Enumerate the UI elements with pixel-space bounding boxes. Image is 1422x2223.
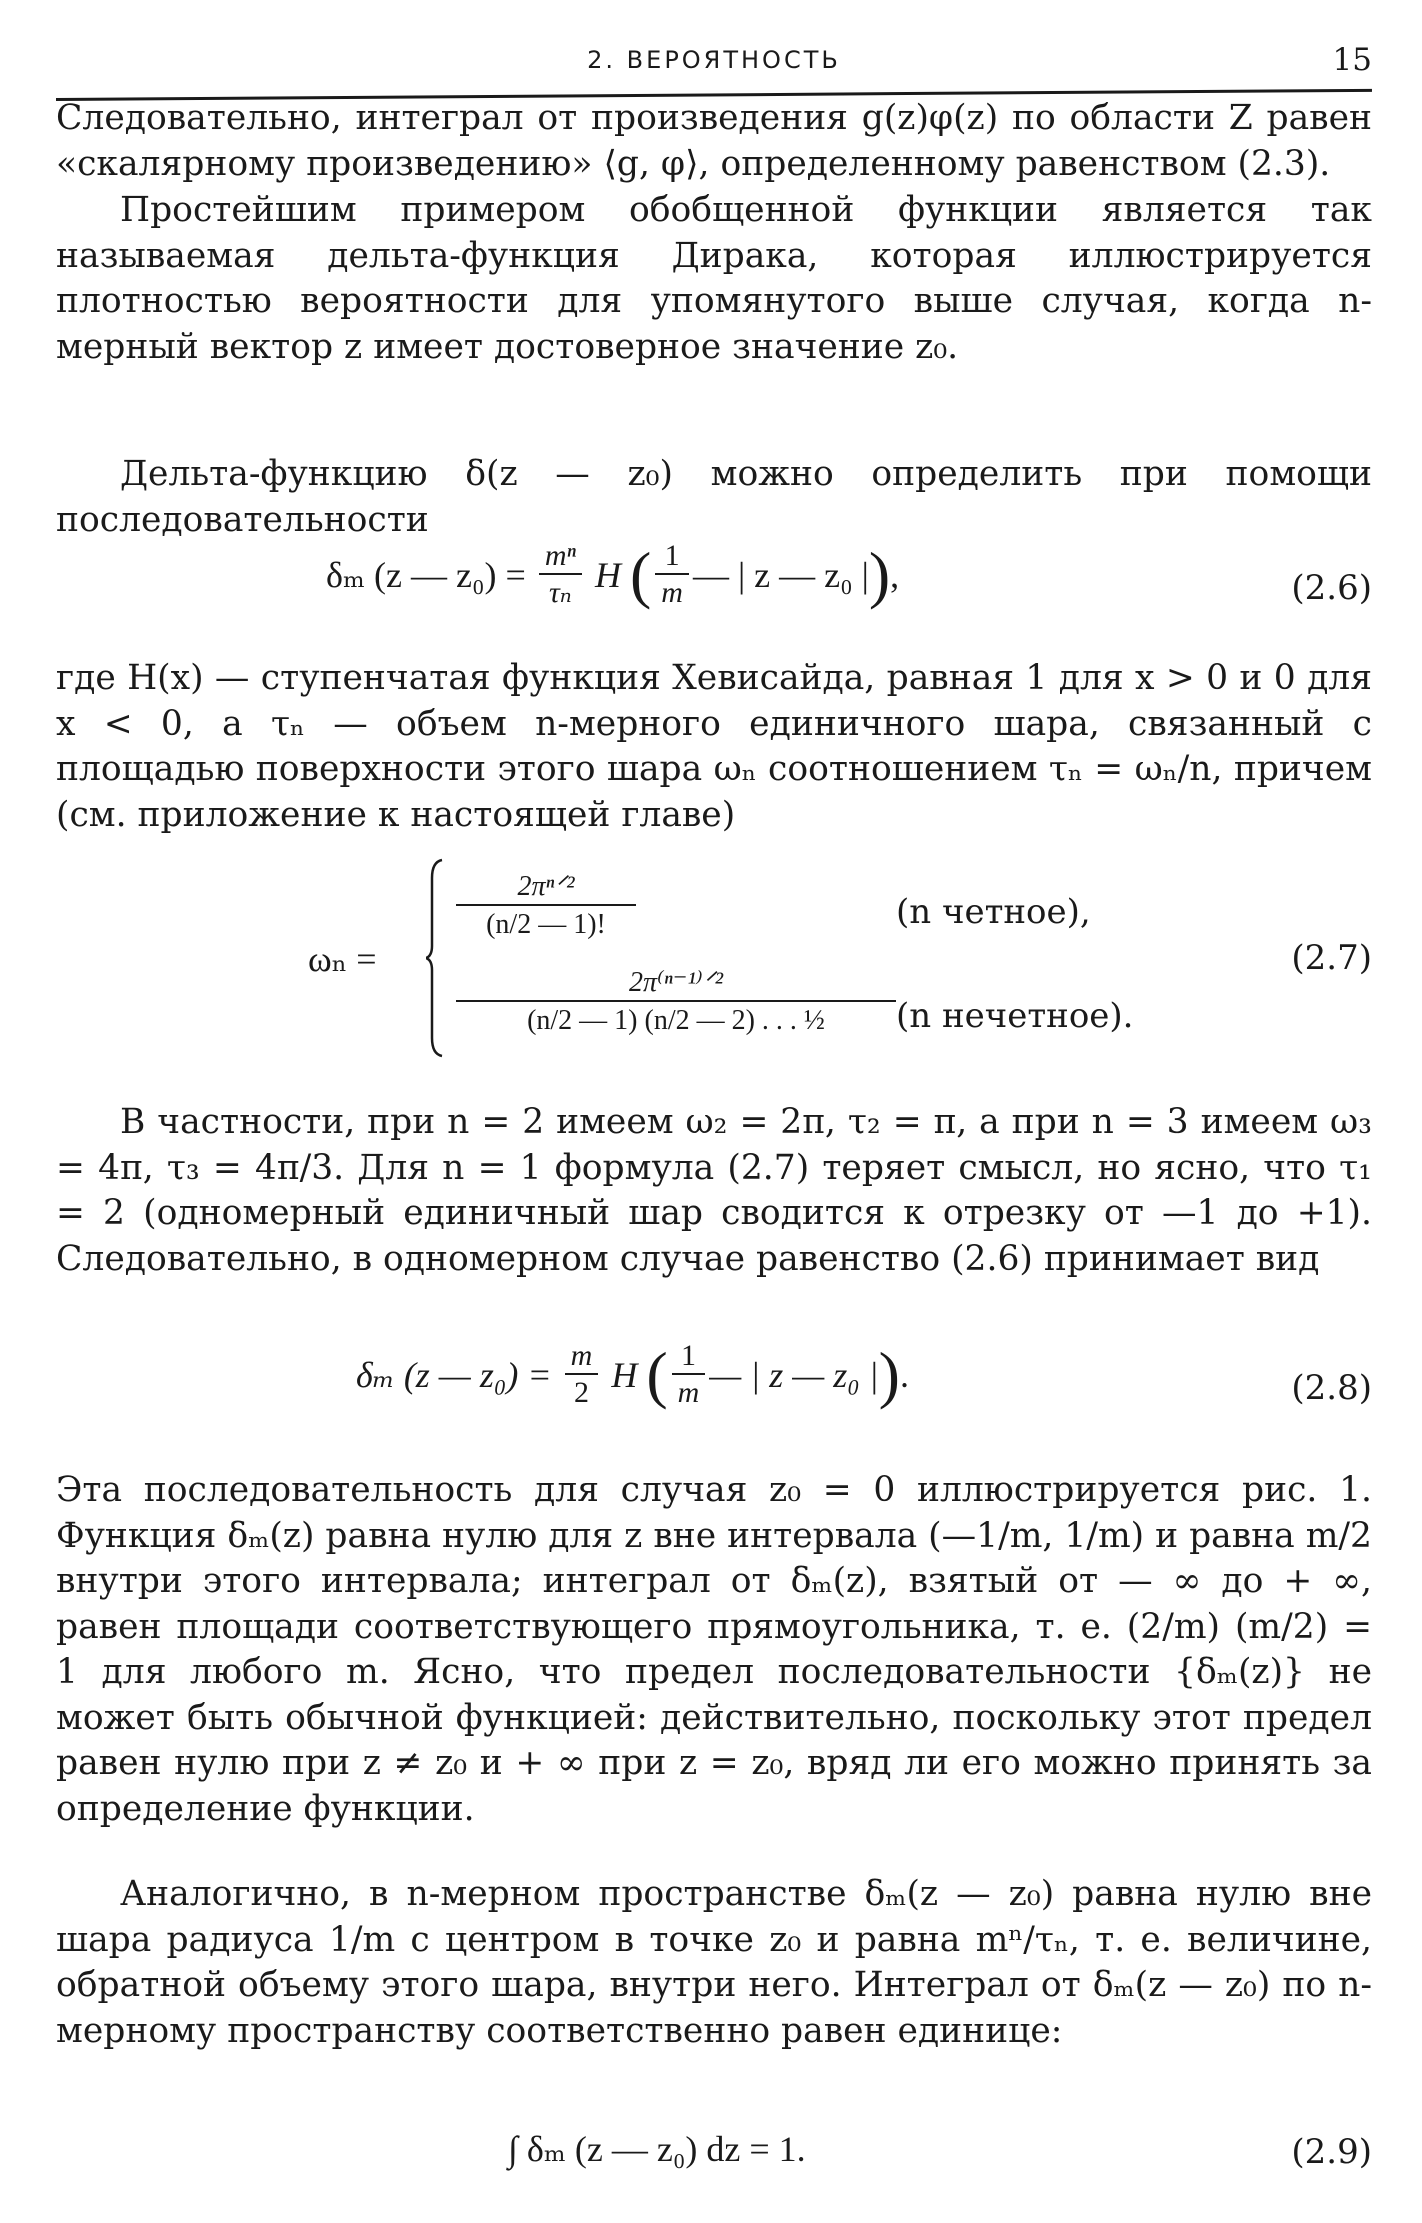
eq26-tail: — | z — z₀ | — [692, 555, 869, 595]
eq27-case2-note: (n нечетное). — [896, 996, 1134, 1036]
equation-2-6 — [56, 538, 1372, 648]
eq26-end: , — [890, 555, 900, 595]
equation-2-6-body — [326, 538, 899, 612]
eq28-left-paren: ( — [646, 1339, 668, 1410]
equation-2-8 — [56, 1338, 1372, 1448]
eq27-case1-den: (n/2 — 1)! — [456, 904, 636, 944]
eq26-number: (2.6) — [1291, 568, 1372, 608]
eq26-heaviside: H — [594, 555, 621, 595]
eq27-brace — [426, 858, 444, 1058]
paragraph-4: где H(x) — ступенчатая функция Хевисайда, равная 1 для x > 0 и 0 для x < 0, а τₙ — объем n-мерного единичного шара, связанный с площадью поверхности этого шара ωₙ соотношением τₙ = ωₙ/n, причем (см. приложение к настоящей главе) — [56, 658, 1372, 835]
eq28-fraction-2 — [672, 1339, 706, 1411]
paragraph-1: Следовательно, интеграл от произведения g(z)φ(z) по области Z равен «скалярному произведению» ⟨g, φ⟩, определенному равенством (2.3). — [56, 98, 1372, 184]
eq28-frac2-num: 1 — [680, 1339, 696, 1372]
eq29-body: ∫ δₘ (z — z₀) dz = 1. — [508, 2129, 806, 2169]
eq26-left-paren: ( — [629, 539, 652, 610]
equation-2-9 — [56, 2118, 1372, 2198]
paragraph-5: В частности, при n = 2 имеем ω₂ = 2π, τ₂ = π, а при n = 3 имеем ω₃ = 4π, τ₃ = 4π/3. Для n = 1 формула (2.7) теряет смысл, но ясно, что τ₁ = 2 (одномерный единичный шар сводится к отрезку от —1 до +1). Следовательно, в одномерном случае равенство (2.6) принимает вид — [56, 1102, 1372, 1279]
eq26-fraction-2 — [655, 539, 689, 611]
eq28-heaviside: H — [611, 1355, 638, 1395]
eq27-case2-num: 2π⁽ⁿ⁻¹⁾ᐟ² — [628, 967, 724, 998]
equation-2-8-body — [356, 1338, 909, 1412]
eq27-number: (2.7) — [1291, 938, 1372, 978]
equation-2-7 — [56, 858, 1372, 1068]
eq28-right-paren: ) — [878, 1339, 900, 1410]
eq27-case2-den: (n/2 — 1) (n/2 — 2) . . . ½ — [456, 1000, 896, 1040]
running-header — [56, 42, 1372, 88]
eq26-frac2-den: m — [655, 573, 689, 611]
eq28-lhs: δₘ (z — z₀) = — [356, 1355, 552, 1395]
eq27-case-1 — [456, 870, 636, 944]
eq27-case1-num: 2πⁿᐟ² — [517, 871, 575, 902]
eq26-fraction-1 — [539, 539, 582, 611]
eq27-case1-note: (n четное), — [896, 892, 1091, 932]
eq27-case-2 — [456, 966, 896, 1040]
paragraph-3: Дельта-функцию δ(z — z₀) можно определить при помощи последовательности — [56, 454, 1372, 540]
eq27-lhs: ωₙ = — [308, 939, 377, 979]
eq28-frac1-num: m — [570, 1339, 593, 1372]
page-number: 15 — [1332, 42, 1372, 78]
eq28-end: . — [899, 1355, 909, 1395]
paragraph-7: Аналогично, в n-мерном пространстве δₘ(z — z₀) равна нулю вне шара радиуса 1/m с центром в точке z₀ и равна mⁿ/τₙ, т. е. величине, обратной объему этого шара, внутри него. Интеграл от δₘ(z — z₀) по n-мерному пространству соответственно равен единице: — [56, 1874, 1372, 2051]
eq26-frac1-num: mⁿ — [544, 539, 576, 572]
eq28-fraction-1 — [565, 1339, 599, 1411]
paragraph-6: Эта последовательность для случая z₀ = 0 иллюстрируется рис. 1. Функция δₘ(z) равна нулю для z вне интервала (—1/m, 1/m) и равна m/2 внутри этого интервала; интеграл от δₘ(z), взятый от — ∞ до + ∞, равен площади соответствующего прямоугольника, т. е. (2/m) (m/2) = 1 для любого m. Ясно, что предел последовательности {δₘ(z)} не может быть обычной функцией: действительно, поскольку этот предел равен нулю при z ≠ z₀ и + ∞ при z = z₀, вряд ли его можно принять за определение функции. — [56, 1470, 1372, 1829]
chapter-title: 2. ВЕРОЯТНОСТЬ — [587, 46, 841, 74]
eq28-frac1-den: 2 — [565, 1373, 599, 1411]
eq26-frac2-num: 1 — [664, 539, 680, 572]
paragraph-2: Простейшим примером обобщенной функции является так называемая дельта-функция Дирака, которая иллюстрируется плотностью вероятности для упомянутого выше случая, когда n-мерный вектор z имеет достоверное значение z₀. — [56, 190, 1372, 367]
eq28-tail: — | z — z₀ | — [709, 1355, 879, 1395]
eq26-right-paren: ) — [868, 539, 891, 610]
eq26-lhs: δₘ (z — z₀) = — [326, 555, 526, 595]
eq29-number: (2.9) — [1291, 2132, 1372, 2172]
eq28-number: (2.8) — [1291, 1368, 1372, 1408]
eq28-frac2-den: m — [672, 1373, 706, 1411]
eq26-frac1-den: τₙ — [539, 573, 582, 611]
